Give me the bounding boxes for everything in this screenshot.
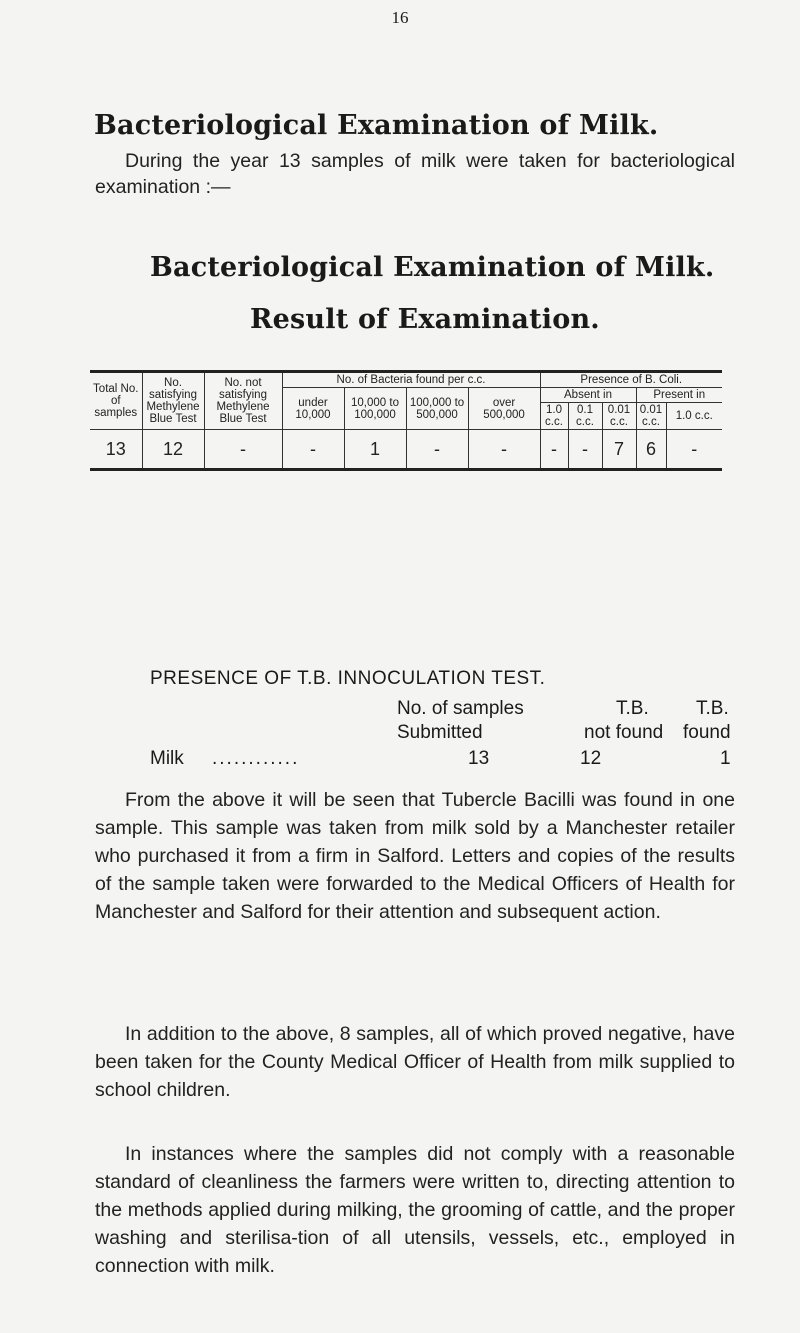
header-bacteria-over: over 500,000: [468, 388, 540, 430]
header-absent-01cc: 0.1 c.c.: [568, 403, 602, 430]
page-number: 16: [391, 8, 409, 27]
cell-total: 13: [90, 430, 142, 470]
cell-absent-001cc: 7: [602, 430, 636, 470]
table-title-2: Result of Examination.: [250, 304, 600, 335]
tb-col-found-line2: found: [683, 722, 731, 743]
tb-col-submitted-line2: Submitted: [397, 722, 483, 743]
tb-row-leader: ............: [212, 748, 300, 769]
header-absent: Absent in: [540, 388, 636, 403]
tb-col-submitted-line1: No. of samples: [397, 698, 524, 719]
tb-value-found: 1: [720, 748, 731, 769]
cell-absent-01cc: -: [568, 430, 602, 470]
header-present: Present in: [636, 388, 722, 403]
cell-present-1cc: -: [666, 430, 722, 470]
header-bacteria-under: under 10,000: [282, 388, 344, 430]
header-satisfying: No. satisfying Methylene Blue Test: [142, 372, 204, 430]
header-bacteria: No. of Bacteria found per c.c.: [282, 372, 540, 388]
cell-10000-100000: 1: [344, 430, 406, 470]
tb-col-not-found-line1: T.B.: [616, 698, 649, 719]
tb-value-submitted: 13: [468, 748, 490, 769]
header-total: Total No. of samples: [90, 372, 142, 430]
tb-col-not-found-line2: not found: [584, 722, 664, 743]
cell-100000-500000: -: [406, 430, 468, 470]
cell-not-satisfying: -: [204, 430, 282, 470]
header-absent-001cc: 0.01 c.c.: [602, 403, 636, 430]
cell-over-500000: -: [468, 430, 540, 470]
cell-satisfying: 12: [142, 430, 204, 470]
tb-test-title: PRESENCE OF T.B. INNOCULATION TEST.: [150, 668, 546, 689]
tb-row-label: Milk: [150, 748, 184, 769]
cell-present-001cc: 6: [636, 430, 666, 470]
paragraph-findings: From the above it will be seen that Tubercle Bacilli was found in one sample. This sample was taken from milk sold by a Manchester retailer who purchased it from a firm in Salford. Letters and copies of the results of the sample taken were forwarded to the Medical Officers of Health for Manchester and Salford for their attention and subsequent action.: [95, 789, 735, 923]
intro-paragraph: During the year 13 samples of milk were taken for bacteriological examination :—: [95, 150, 735, 198]
header-coli: Presence of B. Coli.: [540, 372, 722, 388]
header-absent-1cc: 1.0 c.c.: [540, 403, 568, 430]
paragraph-cleanliness: In instances where the samples did not comply with a reasonable standard of cleanliness the farmers were written to, directing attention to the methods applied during milking, the grooming of cattle, and the proper washing and sterilisa-tion of all utensils, vessels, etc., employed in connection with milk.: [95, 1143, 735, 1277]
header-present-1cc: 1.0 c.c.: [666, 403, 722, 430]
header-bacteria-100k: 100,000 to 500,000: [406, 388, 468, 430]
table-title-1: Bacteriological Examination of Milk.: [150, 252, 715, 283]
heading: Bacteriological Examination of Milk.: [94, 110, 659, 141]
bacteriological-results-table: [90, 370, 722, 471]
tb-col-found-line1: T.B.: [696, 698, 729, 719]
paragraph-additional-samples: In addition to the above, 8 samples, all of which proved negative, have been taken for the County Medical Officer of Health from milk supplied to school children.: [95, 1023, 735, 1101]
table-row: [90, 430, 722, 470]
header-present-001cc: 0.01 c.c.: [636, 403, 666, 430]
header-not-satisfying: No. not satisfying Methylene Blue Test: [204, 372, 282, 430]
cell-absent-1cc: -: [540, 430, 568, 470]
header-bacteria-10k: 10,000 to 100,000: [344, 388, 406, 430]
tb-value-not-found: 12: [580, 748, 602, 769]
cell-under-10000: -: [282, 430, 344, 470]
